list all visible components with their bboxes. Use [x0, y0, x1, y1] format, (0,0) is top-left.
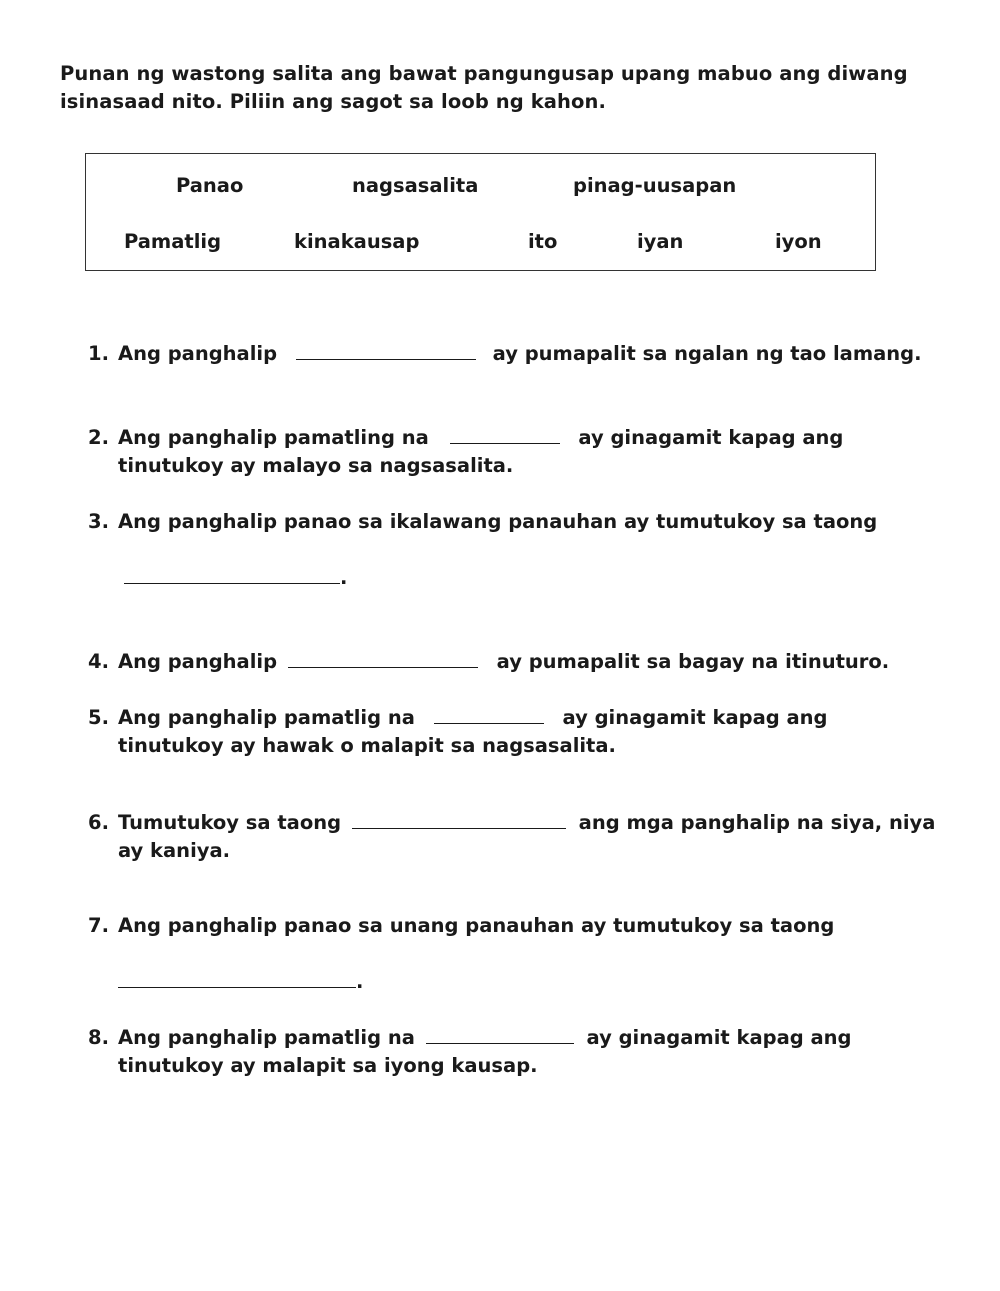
item-number: 1. [88, 342, 109, 365]
question-line-2 [124, 564, 347, 592]
answer-blank[interactable] [124, 565, 340, 584]
instructions: Punan ng wastong salita ang bawat pangungusap upang mabuo ang diwang isinasaad nito. Piliin ang sagot sa loob ng kahon. [60, 62, 908, 113]
question-text-after: ay ginagamit kapag ang [586, 1026, 852, 1049]
question-line-2: ay kaniya. [118, 839, 231, 862]
question-text-before: Ang panghalip [118, 342, 278, 365]
answer-blank[interactable] [434, 705, 544, 724]
word-bank-box [85, 153, 876, 271]
word-option: Pamatlig [124, 230, 222, 253]
item-number: 5. [88, 706, 109, 729]
answer-blank[interactable] [296, 341, 476, 360]
answer-blank[interactable] [450, 425, 560, 444]
word-option: nagsasalita [352, 174, 479, 197]
item-number: 4. [88, 650, 109, 673]
question-text-after: ay pumapalit sa bagay na itinuturo. [496, 650, 890, 673]
question-text-after: ang mga panghalip na siya, niya [578, 811, 936, 834]
word-option: ito [528, 230, 558, 253]
answer-blank[interactable] [426, 1025, 574, 1044]
question-line [118, 340, 922, 368]
question-line [118, 1024, 851, 1052]
question-line [118, 809, 935, 837]
sentence-end: . [356, 970, 364, 993]
item-number: 3. [88, 510, 109, 533]
word-option: iyan [637, 230, 684, 253]
question-text-before: Tumutukoy sa taong [118, 811, 342, 834]
word-option: Panao [176, 174, 244, 197]
question-text-before: Ang panghalip pamatlig na [118, 1026, 415, 1049]
answer-blank[interactable] [352, 810, 566, 829]
question-text-after: ay ginagamit kapag ang [578, 426, 844, 449]
item-number: 7. [88, 914, 109, 937]
word-option: kinakausap [294, 230, 420, 253]
item-number: 6. [88, 811, 109, 834]
question-line: Ang panghalip panao sa ikalawang panauhan ay tumutukoy sa taong [118, 510, 878, 533]
question-line [118, 424, 843, 452]
question-line-2: tinutukoy ay hawak o malapit sa nagsasalita. [118, 734, 616, 757]
question-line-2: tinutukoy ay malayo sa nagsasalita. [118, 454, 514, 477]
question-line [118, 704, 827, 732]
question-text-before: Ang panghalip pamatling na [118, 426, 429, 449]
word-option: pinag-uusapan [573, 174, 737, 197]
answer-blank[interactable] [118, 969, 356, 988]
question-text-before: Ang panghalip [118, 650, 278, 673]
question-line-2 [118, 968, 363, 996]
question-text-before: Ang panghalip pamatlig na [118, 706, 415, 729]
question-line: Ang panghalip panao sa unang panauhan ay tumutukoy sa taong [118, 914, 835, 937]
item-number: 2. [88, 426, 109, 449]
answer-blank[interactable] [288, 649, 478, 668]
word-option: iyon [775, 230, 822, 253]
question-line-2: tinutukoy ay malapit sa iyong kausap. [118, 1054, 538, 1077]
sentence-end: . [340, 566, 348, 589]
question-text-after: ay ginagamit kapag ang [562, 706, 828, 729]
question-line [118, 648, 889, 676]
item-number: 8. [88, 1026, 109, 1049]
question-text-after: ay pumapalit sa ngalan ng tao lamang. [492, 342, 922, 365]
